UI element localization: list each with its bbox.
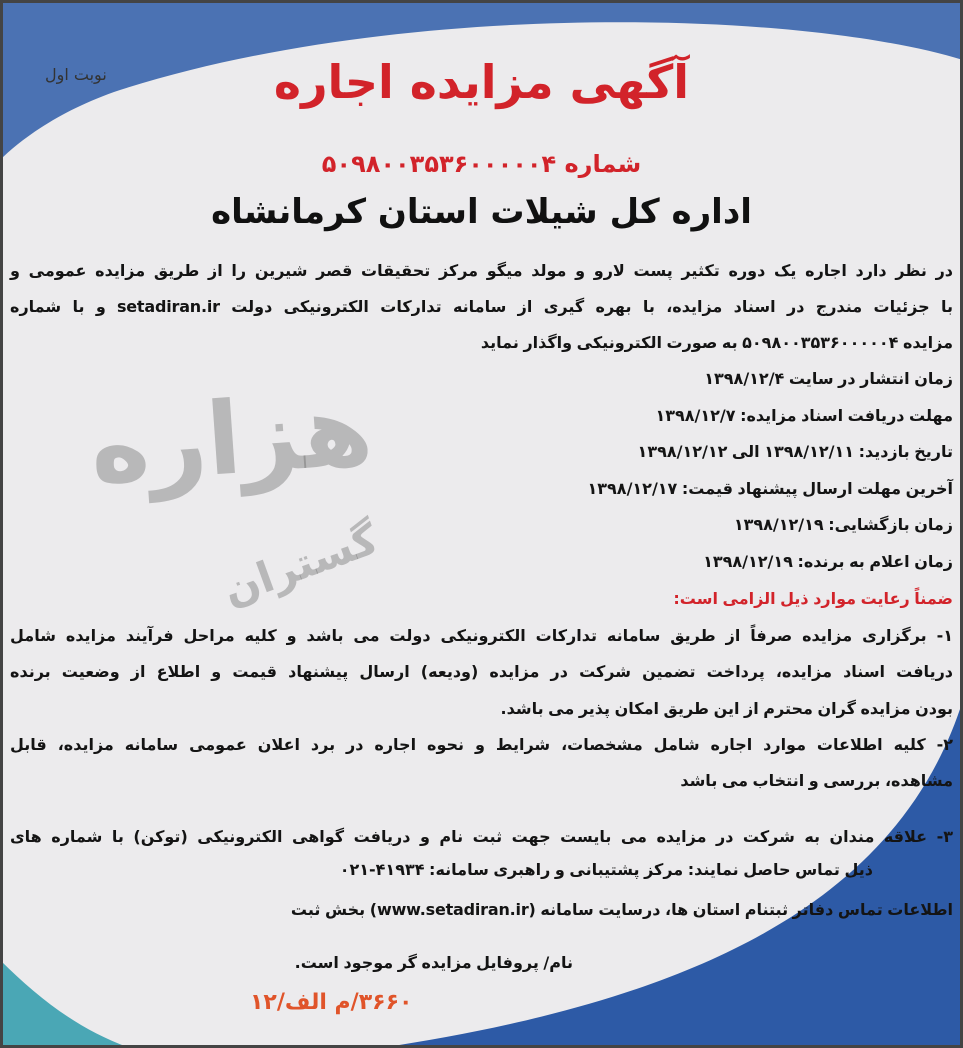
intro-line: مزایده ۵۰۹۸۰۰۳۵۳۶۰۰۰۰۰۴ به صورت الکترونیکی واگذار نماید	[480, 333, 953, 352]
date-publish: زمان انتشار در سایت ۱۳۹۸/۱۲/۴	[704, 369, 953, 388]
item-line: اطلاعات تماس دفاتر ثبتنام استان ها، درسایت سامانه (www.setadiran.ir) بخش ثبت	[290, 900, 953, 919]
publication-round: نوبت اول	[45, 65, 107, 84]
item-line: ذیل تماس حاصل نمایند: مرکز پشتیبانی و راهبری سامانه: ۴۱۹۳۴-۰۲۱	[339, 860, 873, 879]
item-line: نام/ پروفایل مزایده گر موجود است.	[294, 953, 573, 972]
item-line: بودن مزایده گران محترم از این طریق امکان پذیر می باشد.	[500, 699, 953, 718]
item-line: ۳- علاقه مندان به شرکت در مزایده می بایست جهت ثبت نام و دریافت گواهی الکترونیکی (توکن) با شماره های	[10, 827, 953, 846]
organization-name: اداره کل شیلات استان کرمانشاه	[211, 192, 752, 232]
page-title: آگهی مزایده اجاره	[273, 55, 690, 109]
date-winner: زمان اعلام به برنده: ۱۳۹۸/۱۲/۱۹	[703, 552, 953, 571]
item-line: مشاهده، بررسی و انتخاب می باشد	[680, 771, 953, 790]
intro-line: در نظر دارد اجاره یک دوره تکثیر پست لارو و مولد میگو مرکز تحقیقات قصر شیرین را از طریق مزایده عمومی و	[10, 261, 953, 280]
watermark-logo-sub: گستران	[216, 513, 385, 616]
notice-heading: ضمناً رعایت موارد ذیل الزامی است:	[673, 589, 953, 608]
item-line: ۱- برگزاری مزایده صرفاً از طریق سامانه تدارکات الکترونیکی دولت می باشد و کلیه مراحل فرآیند مزایده شامل	[10, 626, 953, 645]
date-documents: مهلت دریافت اسناد مزایده: ۱۳۹۸/۱۲/۷	[655, 406, 953, 425]
date-bid-deadline: آخرین مهلت ارسال پیشنهاد قیمت: ۱۳۹۸/۱۲/۱۷	[587, 479, 953, 498]
date-visit: تاریخ بازدید: ۱۳۹۸/۱۲/۱۱ الی ۱۳۹۸/۱۲/۱۲	[637, 442, 953, 461]
date-opening: زمان بازگشایی: ۱۳۹۸/۱۲/۱۹	[733, 515, 953, 534]
watermark-logo: هزاره	[86, 370, 377, 507]
item-line: ۲- کلیه اطلاعات موارد اجاره شامل مشخصات، شرایط و نحوه اجاره در برد اعلان عمومی سامانه مزایده، قابل	[10, 735, 953, 754]
item-line: دریافت اسناد مزایده، پرداخت تضمین شرکت در مزایده (ودیعه) ارسال پیشنهاد قیمت و اطلاع از وضعیت برنده	[10, 662, 953, 681]
auction-number: شماره ۵۰۹۸۰۰۳۵۳۶۰۰۰۰۰۴	[321, 150, 642, 178]
intro-line: با جزئیات مندرج در اسناد مزایده، با بهره گیری از سامانه تدارکات الکترونیکی دولت setadiran.ir و با شماره	[10, 297, 954, 316]
ad-code: ۳۶۶۰/م الف/۱۲	[250, 990, 413, 1015]
